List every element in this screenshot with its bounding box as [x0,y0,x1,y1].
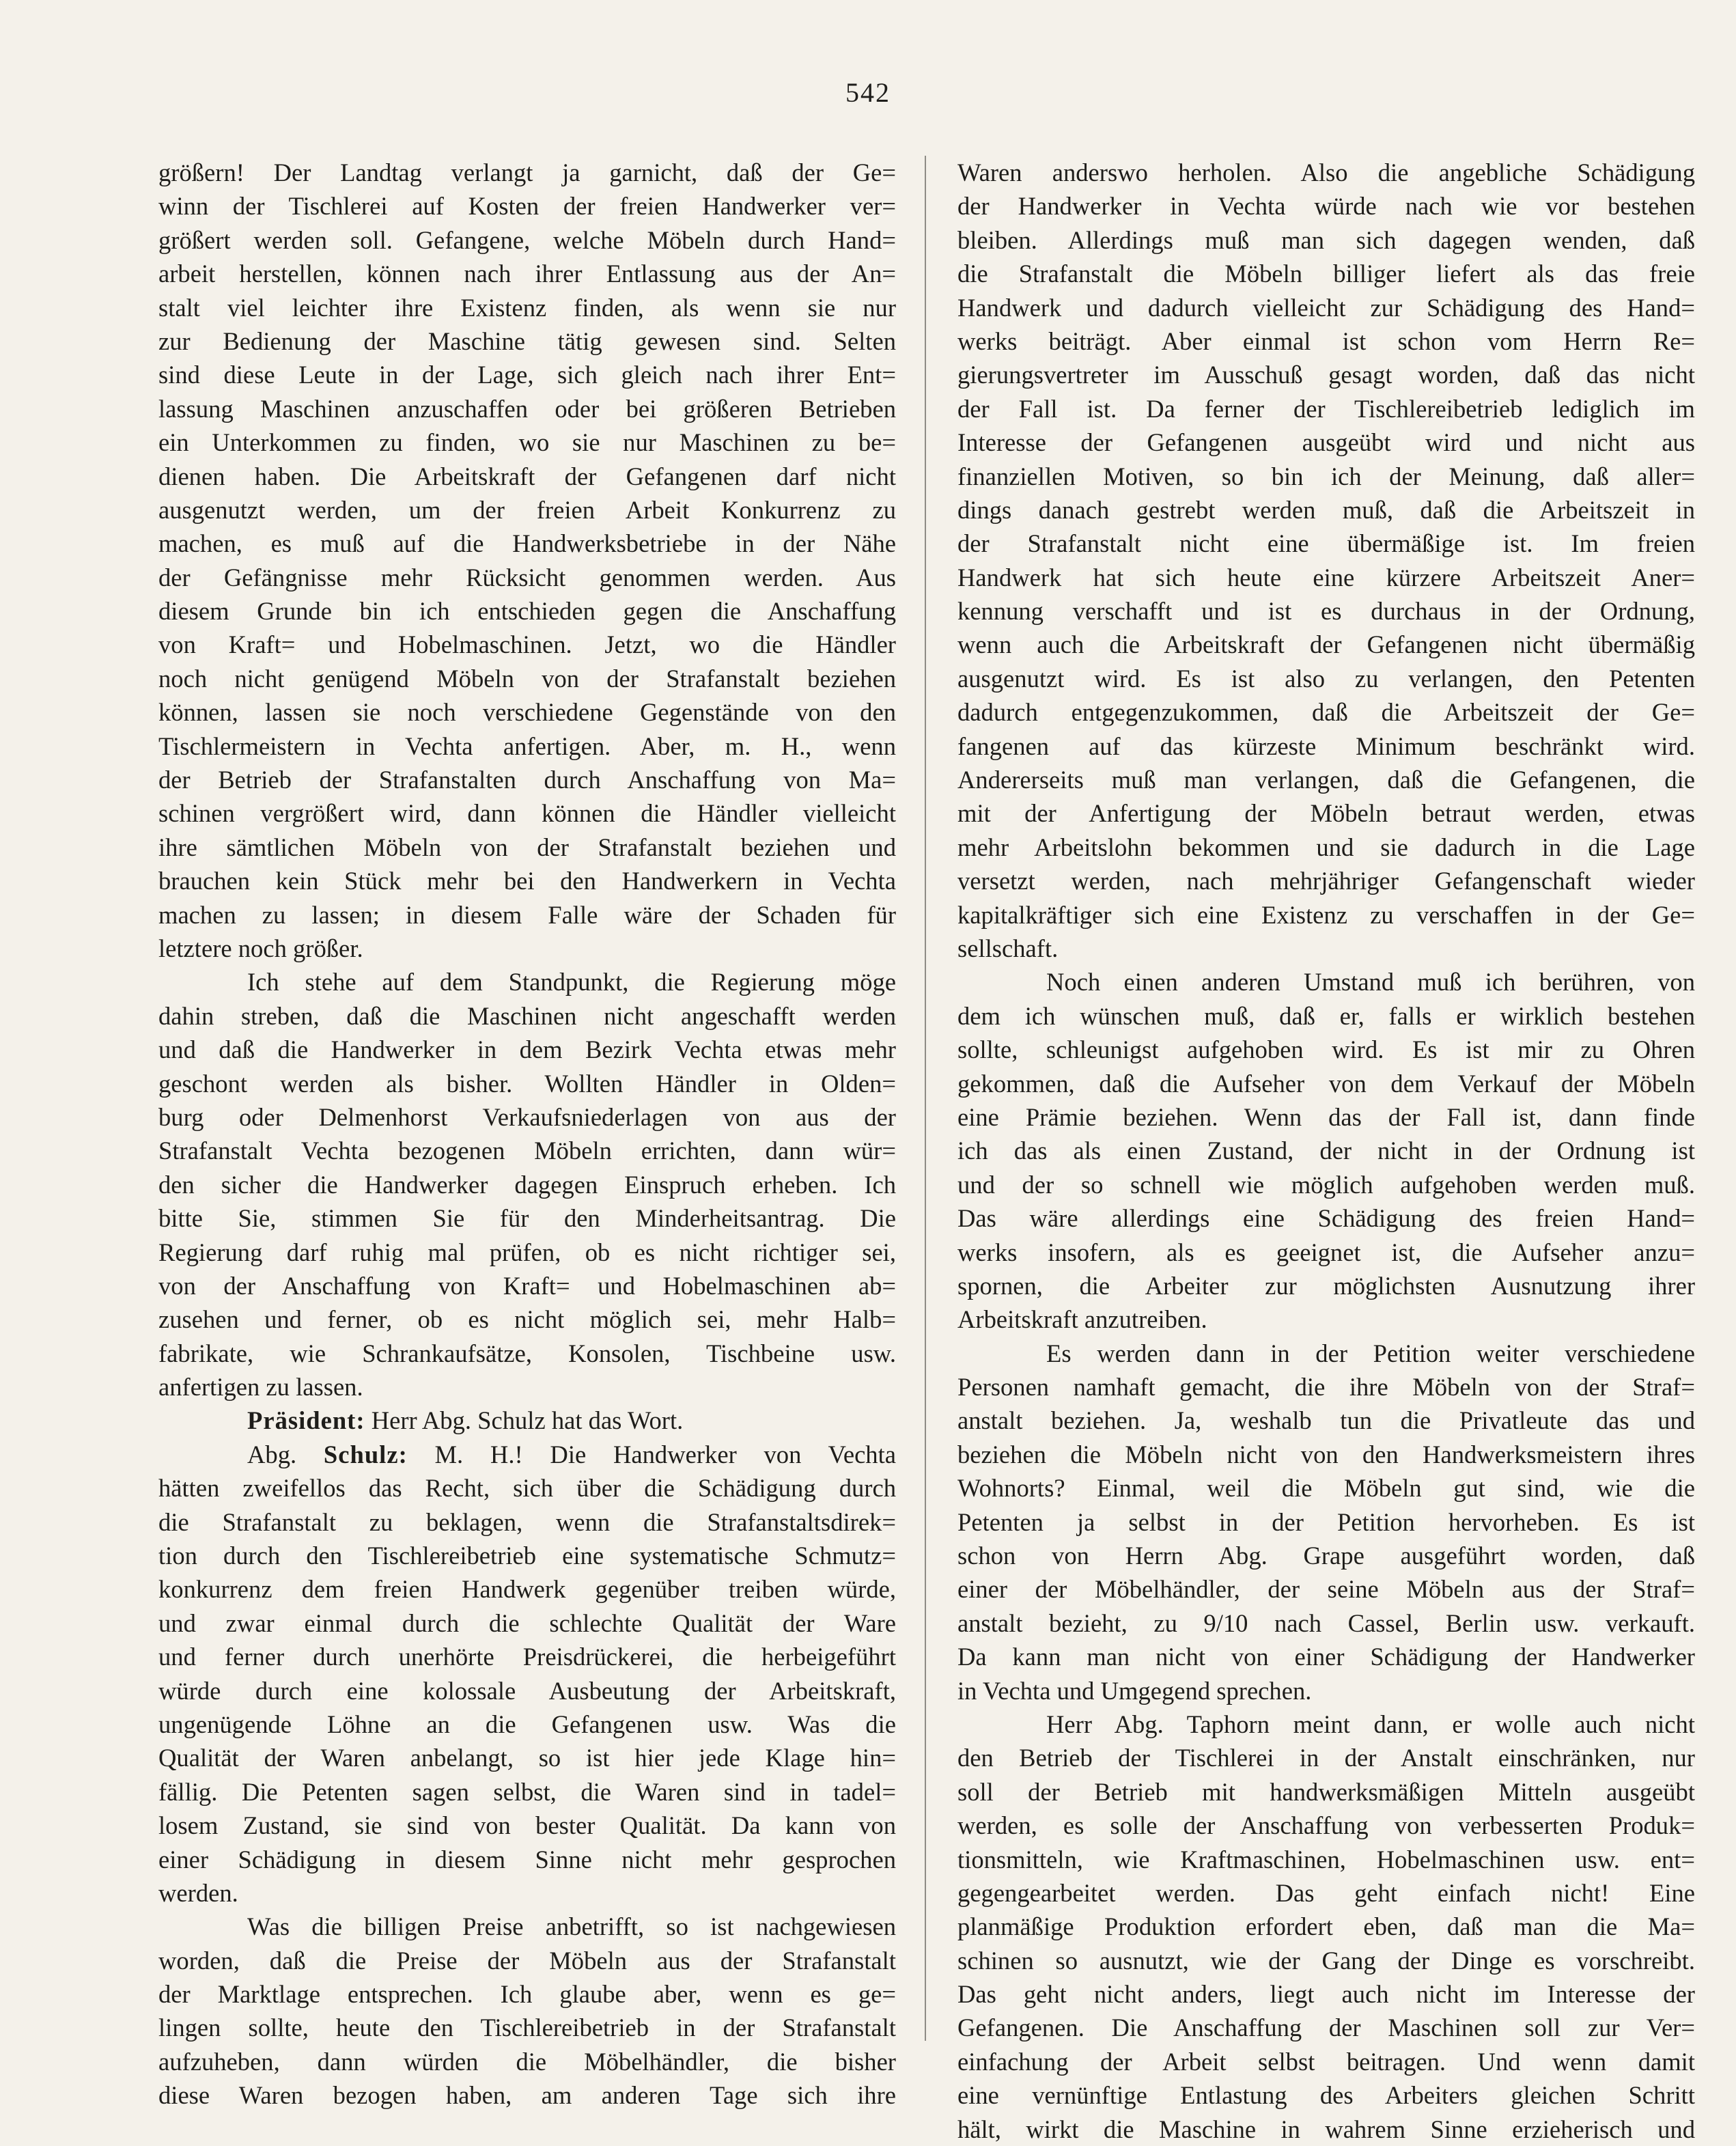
line-text: noch nicht genügend Möbeln von der Strafanstalt beziehen [158,664,896,693]
text-line [957,223,1695,257]
text-line [158,1033,896,1066]
line-text: werks insofern, als es geeignet ist, die Aufseher anzu= [957,1238,1695,1266]
text-line [957,1370,1695,1404]
text-line [957,1843,1695,1876]
text-line [957,1944,1695,1977]
text-line [957,493,1695,527]
line-text: Strafanstalt Vechta bezogenen Möbeln errichten, dann wür= [158,1137,896,1165]
text-line [957,1910,1695,1943]
text-line [158,1741,896,1774]
line-text: tionsmitteln, wie Kraftmaschinen, Hobelmaschinen usw. ent= [957,1845,1695,1873]
line-text: brauchen kein Stück mehr bei den Handwerkern in Vechta [158,867,896,895]
line-text: mit der Anfertigung der Möbeln betraut werden, etwas [957,799,1695,828]
line-text: Das geht nicht anders, liegt auch nicht im Interesse der [957,1980,1695,2009]
line-text: und zwar einmal durch die schlechte Qualität der Ware [158,1608,896,1637]
line-text: schinen vergrößert wird, dann können die Händler vielleicht [158,799,896,828]
line-text: der Betrieb der Strafanstalten durch Anschaffung von Ma= [158,766,896,794]
text-line [158,1236,896,1269]
text-line [957,662,1695,695]
line-text: eine vernünftige Entlastung des Arbeiters gleichen Schritt [957,2081,1695,2110]
line-text: Gefangenen. Die Anschaffung der Maschinen soll zur Ver= [957,2013,1695,2042]
line-text: ausgenutzt werden, um der freien Arbeit Konkurrenz zu [158,495,896,524]
text-line [957,1168,1695,1201]
text-line [158,291,896,324]
line-text: ausgenutzt wird. Es ist also zu verlangen, den Petenten [957,664,1695,693]
text-line [158,1100,896,1134]
text-line [158,1337,896,1370]
line-text: die Strafanstalt zu beklagen, wenn die Strafanstaltsdirek= [158,1507,896,1536]
text-line [957,695,1695,729]
text-line [957,1640,1695,1673]
left-column [158,156,896,2113]
line-text: Herr Abg. Taphorn meint dann, er wolle auch nicht [1046,1710,1695,1738]
text-line [158,1404,896,1437]
line-text: fabrikate, wie Schrankaufsätze, Konsolen, Tischbeine usw. [158,1339,896,1367]
line-text: den Betrieb der Tischlerei in der Anstalt einschränken, nur [957,1744,1695,1772]
text-line [158,864,896,897]
line-text: größern! Der Landtag verlangt ja garnicht, daß der Ge= [158,158,896,186]
line-text: werden, es solle der Anschaffung von verbesserten Produk= [957,1811,1695,1840]
line-text: der Strafanstalt nicht eine übermäßige ist. Im freien [957,529,1695,558]
line-text: dahin streben, daß die Maschinen nicht angeschafft werden [158,1001,896,1030]
text-line [158,662,896,695]
line-text: konkurrenz dem freien Handwerk gegenüber treiben würde, [158,1575,896,1604]
text-line [158,1674,896,1708]
line-text: können, lassen sie noch verschiedene Gegenstände von den [158,698,896,727]
text-line [158,965,896,999]
page-number: 542 [845,77,891,108]
line-text: der Marktlage entsprechen. Ich glaube aber, wenn es ge= [158,1980,896,2009]
text-line [158,729,896,763]
line-text: M. H.! Die Handwerker von Vechta [407,1440,896,1468]
line-text: kapitalkräftiger sich eine Existenz zu verschaffen in der Ge= [957,900,1695,929]
speaker-name: Präsident: [247,1406,365,1435]
line-text: einer Schädigung in diesem Sinne nicht mehr gesprochen [158,1845,896,1873]
line-text: Es werden dann in der Petition weiter verschiedene [1046,1339,1695,1367]
text-line [957,291,1695,324]
text-line [957,831,1695,864]
text-line [957,257,1695,290]
line-text: schinen so ausnutzt, wie der Gang der Dinge es vorschreibt. [957,1946,1695,1975]
text-line [957,1505,1695,1539]
text-line [957,1269,1695,1302]
line-text: beziehen die Möbeln nicht von den Handwerksmeistern ihres [957,1440,1695,1468]
line-text: bitte Sie, stimmen Sie für den Minderheitsantrag. Die [158,1204,896,1233]
line-text: Andererseits muß man verlangen, daß die Gefangenen, die [957,766,1695,794]
line-text: einfachung der Arbeit selbst beitragen. Und wenn damit [957,2047,1695,2076]
text-line [158,1606,896,1640]
text-line [158,695,896,729]
text-line [957,156,1695,189]
line-text: soll der Betrieb mit handwerksmäßigen Mitteln ausgeübt [957,1777,1695,1806]
line-text: Wohnorts? Einmal, weil die Möbeln gut sind, wie die [957,1474,1695,1503]
line-text: versetzt werden, nach mehrjähriger Gefangenschaft wieder [957,867,1695,895]
line-text: Ich stehe auf dem Standpunkt, die Regierung möge [247,968,896,997]
text-line [158,1201,896,1235]
column-divider [925,156,926,2041]
line-text: aufzuheben, dann würden die Möbelhändler, die bisher [158,2047,896,2076]
text-line [957,527,1695,560]
line-text: worden, daß die Preise der Möbeln aus der Strafanstalt [158,1946,896,1975]
line-text: dem ich wünschen muß, daß er, falls er wirklich bestehen [957,1001,1695,1030]
text-line [957,1067,1695,1100]
line-text: letztere noch größer. [158,934,363,962]
line-text: dings danach gestrebt werden muß, daß die Arbeitszeit in [957,495,1695,524]
right-column [957,156,1695,2146]
text-line [957,2045,1695,2078]
text-line [957,1337,1695,1370]
text-line [158,358,896,391]
line-text: und ferner durch unerhörte Preisdrückerei, die herbeigeführt [158,1643,896,1671]
text-line [158,1134,896,1167]
line-text: eine Prämie beziehen. Wenn das der Fall ist, dann finde [957,1102,1695,1131]
text-line [158,898,896,932]
text-line [158,460,896,493]
line-text: Das wäre allerdings eine Schädigung des freien Hand= [957,1204,1695,1233]
text-line [158,763,896,796]
speaker-name: Schulz: [323,1440,408,1468]
text-line [158,1302,896,1336]
line-text: zusehen und ferner, ob es nicht möglich sei, mehr Halb= [158,1305,896,1334]
text-line [957,628,1695,661]
line-text: finanziellen Motiven, so bin ich der Meinung, daß aller= [957,462,1695,490]
line-text: Handwerk und dadurch vielleicht zur Schädigung des Hand= [957,293,1695,322]
line-text: Noch einen anderen Umstand muß ich berühren, von [1046,968,1695,997]
text-line [158,1775,896,1809]
line-text: Interesse der Gefangenen ausgeübt wird und nicht aus [957,428,1695,457]
line-text: Da kann man nicht von einer Schädigung der Handwerker [957,1643,1695,1671]
text-line [158,594,896,628]
line-text: Personen namhaft gemacht, die ihre Möbeln von der Straf= [957,1373,1695,1402]
text-line [957,1471,1695,1505]
line-text: winn der Tischlerei auf Kosten der freien Handwerker ver= [158,192,896,221]
text-line [957,1404,1695,1437]
text-line [158,1539,896,1572]
line-text: in Vechta und Umgegend sprechen. [957,1676,1312,1705]
line-text: machen zu lassen; in diesem Falle wäre der Schaden für [158,900,896,929]
text-line [957,1438,1695,1471]
text-line [957,763,1695,796]
text-line [158,1269,896,1302]
text-line [158,156,896,189]
text-line [158,1370,896,1404]
text-line [957,594,1695,628]
text-line [957,729,1695,763]
text-line [957,189,1695,223]
line-text: sind diese Leute in der Lage, sich gleich nach ihrer Ent= [158,361,896,389]
text-line [158,1977,896,2011]
text-line [158,1876,896,1910]
text-line [957,965,1695,999]
line-text: von der Anschaffung von Kraft= und Hobelmaschinen ab= [158,1271,896,1300]
line-text: hätten zweifellos das Recht, sich über die Schädigung durch [158,1474,896,1503]
line-text: burg oder Delmenhorst Verkaufsniederlagen von aus der [158,1102,896,1131]
line-text: Qualität der Waren anbelangt, so ist hier jede Klage hin= [158,1744,896,1772]
line-text: fällig. Die Petenten sagen selbst, die Waren sind in tadel= [158,1777,896,1806]
line-text: anstalt beziehen. Ja, weshalb tun die Privatleute das und [957,1406,1695,1435]
text-line [957,460,1695,493]
line-text: geschont werden als bisher. Wollten Händler in Olden= [158,1069,896,1098]
text-line [158,2078,896,2112]
text-line [957,1708,1695,1741]
text-line [158,1843,896,1876]
line-text: dadurch entgegenzukommen, daß die Arbeitszeit der Ge= [957,698,1695,727]
line-text: von Kraft= und Hobelmaschinen. Jetzt, wo die Händler [158,630,896,659]
line-text: anstalt bezieht, zu 9/10 nach Cassel, Berlin usw. verkauft. [957,1608,1695,1637]
line-text: sollte, schleunigst aufgehoben wird. Es ist mir zu Ohren [957,1035,1695,1064]
line-text: größert werden soll. Gefangene, welche Möbeln durch Hand= [158,225,896,254]
line-text: lassung Maschinen anzuschaffen oder bei größeren Betrieben [158,394,896,423]
line-text: diesem Grunde bin ich entschieden gegen die Anschaffung [158,597,896,626]
text-line [957,1606,1695,1640]
line-text: ungenügende Löhne an die Gefangenen usw. Was die [158,1710,896,1738]
text-line [158,527,896,560]
text-line [158,392,896,426]
line-text: gegengearbeitet werden. Das geht einfach nicht! Eine [957,1878,1695,1907]
line-text: Herr Abg. Schulz hat das Wort. [365,1406,684,1435]
text-line [957,1674,1695,1708]
line-text: Handwerk hat sich heute eine kürzere Arbeitszeit Aner= [957,563,1695,591]
line-text: würde durch eine kolossale Ausbeutung der Arbeitskraft, [158,1676,896,1705]
line-text: bleiben. Allerdings muß man sich dagegen wenden, daß [957,225,1695,254]
line-text: losem Zustand, sie sind von bester Qualität. Da kann von [158,1811,896,1840]
line-text: die Strafanstalt die Möbeln billiger liefert als das freie [957,260,1695,288]
line-text: den sicher die Handwerker dagegen Einspruch erheben. Ich [158,1170,896,1199]
line-text: und daß die Handwerker in dem Bezirk Vechta etwas mehr [158,1035,896,1064]
line-text: gekommen, daß die Aufseher von dem Verkauf der Möbeln [957,1069,1695,1098]
text-line [957,1809,1695,1842]
text-line [158,1067,896,1100]
line-text: arbeit herstellen, können nach ihrer Entlassung aus der An= [158,260,896,288]
line-text: mehr Arbeitslohn bekommen und sie dadurch in die Lage [957,833,1695,861]
text-line [957,796,1695,830]
text-line [957,898,1695,932]
text-line [158,189,896,223]
text-line [158,561,896,594]
line-text: schon von Herrn Abg. Grape ausgeführt worden, daß [957,1542,1695,1570]
line-text: wenn auch die Arbeitskraft der Gefangenen nicht übermäßig [957,630,1695,659]
text-line [957,2078,1695,2112]
line-text: werden. [158,1878,238,1907]
text-line [957,1134,1695,1167]
line-text: Tischlermeistern in Vechta anfertigen. Aber, m. H., wenn [158,731,896,760]
line-text: spornen, die Arbeiter zur möglichsten Ausnutzung ihrer [957,1271,1695,1300]
text-line [158,426,896,459]
text-line [957,324,1695,358]
text-line [957,1572,1695,1606]
line-text: Was die billigen Preise anbetrifft, so ist nachgewiesen [247,1912,896,1941]
line-text: tion durch den Tischlereibetrieb eine systematische Schmutz= [158,1542,896,1570]
line-text: einer der Möbelhändler, der seine Möbeln aus der Straf= [957,1575,1695,1604]
text-line [158,1640,896,1673]
text-line [158,932,896,965]
line-text: stalt viel leichter ihre Existenz finden, als wenn sie nur [158,293,896,322]
line-text: der Fall ist. Da ferner der Tischlereibetrieb lediglich im [957,394,1695,423]
line-text: hält, wirkt die Maschine in wahrem Sinne erzieherisch und [957,2115,1695,2143]
text-line [957,1033,1695,1066]
text-line [957,932,1695,965]
text-line [158,1572,896,1606]
line-text: und der so schnell wie möglich aufgehoben werden muß. [957,1170,1695,1199]
line-text: machen, es muß auf die Handwerksbetriebe in der Nähe [158,529,896,558]
text-line [957,1741,1695,1774]
text-line [957,358,1695,391]
text-line [957,1302,1695,1336]
line-text: ihre sämtlichen Möbeln von der Strafanstalt beziehen und [158,833,896,861]
line-text: diese Waren bezogen haben, am anderen Tage sich ihre [158,2081,896,2110]
text-line [957,426,1695,459]
line-text: Regierung darf ruhig mal prüfen, ob es nicht richtiger sei, [158,1238,896,1266]
text-line [957,1539,1695,1572]
line-text: anfertigen zu lassen. [158,1373,363,1402]
text-line [158,257,896,290]
line-text: fangenen auf das kürzeste Minimum beschränkt wird. [957,731,1695,760]
speaker-prefix: Abg. [247,1440,324,1468]
text-line [158,1168,896,1201]
text-line [957,2011,1695,2044]
text-line [957,1201,1695,1235]
text-line [158,1708,896,1741]
line-text: dienen haben. Die Arbeitskraft der Gefangenen darf nicht [158,462,896,490]
text-line [158,324,896,358]
line-text: zur Bedienung der Maschine tätig gewesen sind. Selten [158,326,896,355]
text-line [957,1977,1695,2011]
line-text: ein Unterkommen zu finden, wo sie nur Maschinen zu be= [158,428,896,457]
line-text: Petenten ja selbst in der Petition hervorheben. Es ist [957,1507,1695,1536]
text-line [158,1505,896,1539]
line-text: planmäßige Produktion erfordert eben, daß man die Ma= [957,1912,1695,1941]
line-text: Arbeitskraft anzutreiben. [957,1305,1207,1334]
text-line [158,493,896,527]
text-line [158,831,896,864]
text-line [158,999,896,1033]
text-line [158,1438,896,1471]
text-line [158,1944,896,1977]
text-line [957,1775,1695,1809]
text-line [158,796,896,830]
line-text: lingen sollte, heute den Tischlereibetrieb in der Strafanstalt [158,2013,896,2042]
text-line [957,392,1695,426]
text-line [158,1471,896,1505]
text-line [957,1876,1695,1910]
text-line [158,2011,896,2044]
line-text: kennung verschafft und ist es durchaus in der Ordnung, [957,597,1695,626]
line-text: gierungsvertreter im Ausschuß gesagt worden, daß das nicht [957,361,1695,389]
line-text: der Gefängnisse mehr Rücksicht genommen werden. Aus [158,563,896,591]
line-text: werks beiträgt. Aber einmal ist schon vom Herrn Re= [957,326,1695,355]
text-line [957,1236,1695,1269]
text-line [158,628,896,661]
text-line [957,1100,1695,1134]
text-line [957,561,1695,594]
text-line [957,999,1695,1033]
text-line [158,2045,896,2078]
text-line [158,223,896,257]
line-text: sellschaft. [957,934,1059,962]
line-text: Waren anderswo herholen. Also die angebliche Schädigung [957,158,1695,186]
text-line [957,2113,1695,2146]
text-line [957,864,1695,897]
text-line [158,1809,896,1842]
line-text: der Handwerker in Vechta würde nach wie vor bestehen [957,192,1695,221]
line-text: ich das als einen Zustand, der nicht in der Ordnung ist [957,1137,1695,1165]
text-line [158,1910,896,1943]
